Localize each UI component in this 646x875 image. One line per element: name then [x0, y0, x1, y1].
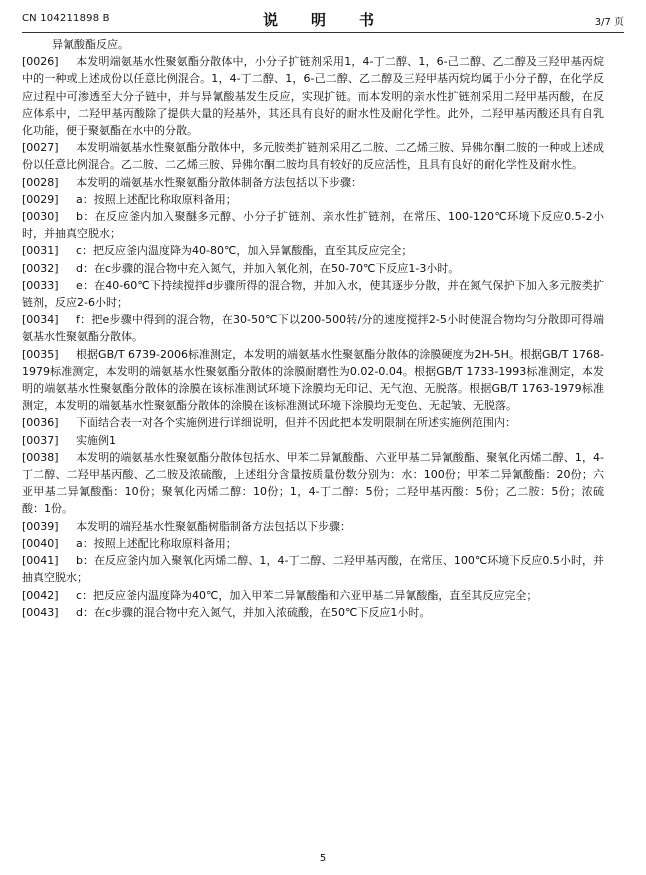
- paragraph: [22, 53, 604, 139]
- paragraph: [22, 535, 604, 552]
- paragraph-number: [0036]: [22, 416, 59, 430]
- paragraph-number: [0030]: [22, 210, 59, 224]
- paragraph-number: [0033]: [22, 278, 59, 292]
- paragraph: [22, 311, 604, 345]
- paragraph: [22, 414, 604, 431]
- paragraph-text: 本发明的端氨基水性聚氨酯分散体包括水、甲苯二异氰酸酯、六亚甲基二异氰酸酯、聚氧化丙烯二醇、1，4-丁二醇、二羟甲基丙酸、乙二胺及浓硫酸，上述组分含量按质量份数分别为：水：100份；甲苯二异氰酸酯：20份；六亚甲基二异氰酸酯：10份；聚氧化丙烯二醇：10份；1，4-丁二醇：5份；二羟甲基丙酸：5份；乙二胺：5份；浓硫酸：1份。: [22, 450, 604, 516]
- paragraph: [22, 139, 604, 173]
- paragraph-number: [0029]: [22, 192, 59, 206]
- paragraph-text: b：在反应釜内加入聚氧化丙烯二醇、1，4-丁二醇、二羟甲基丙酸，在常压、100℃环境下反应0.5小时，并抽真空脱水；: [22, 554, 604, 585]
- paragraph-text: 本发明端氨基水性聚氨酯分散体中，小分子扩链剂采用1，4-丁二醇、1，6-己二醇、乙二醇及三羟甲基丙烷中的一种或上述成份以任意比例混合。1，4-丁二醇、1，6-己二醇、乙二醇及三羟甲基丙烷均属于小分子醇，在化学反应过程中可渗透至大分子链中，并与异氰酸基发生反应，实现扩链。而本发明的亲水性扩链剂采用二羟甲基丙酸，在反应体系中，二羟甲基丙酸除了提供大量的羟基外，其还具有良好的耐水性及耐化学性。此外，二羟甲基丙酸还具有自乳化功能，便于聚氨酯在水中的分散。: [22, 55, 604, 138]
- paragraph-number: [0032]: [22, 261, 59, 275]
- paragraph: [22, 260, 604, 277]
- paragraph-number: [0028]: [22, 175, 59, 189]
- paragraph-text: e：在40-60℃下持续搅拌d步骤所得的混合物，并加入水，使其逐步分散，并在氮气保护下加入多元胺类扩链剂，反应2-6小时；: [22, 278, 604, 310]
- paragraph-number: [0026]: [22, 55, 59, 69]
- paragraph-list: [22, 53, 604, 621]
- paragraph-text: 本发明端氨基水性聚氨酯分散体中，多元胺类扩链剂采用乙二胺、二乙烯三胺、异佛尔酮二胺的一种或上述成份以任意比例混合。乙二胺、二乙烯三胺、异佛尔酮二胺均具有较好的反应活性，且具有良好的耐化学性及耐水性。: [22, 141, 604, 172]
- paragraph: [22, 587, 604, 604]
- paragraph-number: [0031]: [22, 244, 59, 258]
- paragraph: [22, 208, 604, 242]
- paragraph-number: [0037]: [22, 433, 59, 447]
- paragraph: [22, 174, 604, 191]
- page-header: [22, 8, 624, 32]
- paragraph: [22, 242, 604, 259]
- paragraph: [22, 518, 604, 535]
- paragraph: [22, 552, 604, 586]
- paragraph-number: [0040]: [22, 536, 59, 550]
- paragraph: [22, 277, 604, 311]
- paragraph-text: d：在c步骤的混合物中充入氮气，并加入浓硫酸，在50℃下反应1小时。: [76, 605, 431, 619]
- paragraph-number: [0034]: [22, 313, 59, 327]
- paragraph: [22, 346, 604, 415]
- paragraph: [22, 449, 604, 518]
- publication-number: CN 104211898 B: [22, 13, 110, 24]
- header-rule: [22, 32, 624, 33]
- paragraph-text: 下面结合表一对各个实施例进行详细说明，但并不因此把本发明限制在所述实施例范围内：: [76, 416, 516, 430]
- paragraph-text: c：把反应釜内温度降为40-80℃，加入异氰酸酯，直至其反应完全；: [76, 244, 413, 258]
- paragraph-text: a：按照上述配比称取原料备用；: [76, 192, 237, 206]
- paragraph-text: 实施例1: [76, 433, 116, 447]
- paragraph-text: b：在反应釜内加入聚醚多元醇、小分子扩链剂、亲水性扩链剂，在常压、100-120℃环境下反应0.5-2小时，并抽真空脱水；: [22, 210, 604, 241]
- description-body: [22, 36, 604, 621]
- paragraph-number: [0041]: [22, 554, 59, 568]
- paragraph: [22, 604, 604, 621]
- document-title: 说 明 书: [262, 11, 383, 29]
- paragraph-number: [0027]: [22, 141, 59, 155]
- paragraph-text: 根据GB/T 6739-2006标准测定，本发明的端氨基水性聚氨酯分散体的涂膜硬度为2H-5H。根据GB/T 1768-1979标准测定，本发明的端氨基水性聚氨酯分散体的涂膜耐磨性为0.02-0.04。根据GB/T 1733-1993标准测定，本发明的端氨基水性聚氨酯分散体的涂膜在该标准测试环境下涂膜均无印记、无气泡、无脱落。根据GB/T 1763-1979标准测定，本发明的端氨基水性聚氨酯分散体的涂膜在该标准测试环境下涂膜均无变色、无起皱、无脱落。: [22, 347, 604, 413]
- paragraph: [22, 432, 604, 449]
- paragraph-text: d：在c步骤的混合物中充入氮气，并加入氧化剂，在50-70℃下反应1-3小时。: [76, 261, 460, 275]
- paragraph-text: 本发明的端羟基水性聚氨酯树脂制备方法包括以下步骤：: [76, 519, 351, 533]
- paragraph-number: [0043]: [22, 605, 59, 619]
- paragraph-number: [0039]: [22, 519, 59, 533]
- page-indicator: 3/7 页: [594, 17, 624, 28]
- paragraph-text: 本发明的端氨基水性聚氨酯分散体制备方法包括以下步骤：: [76, 175, 362, 189]
- paragraph-text: a：按照上述配比称取原料备用；: [76, 536, 237, 550]
- paragraph-number: [0038]: [22, 450, 59, 464]
- paragraph-text: f：把e步骤中得到的混合物，在30-50℃下以200-500转/分的速度搅拌2-5小时使混合物均匀分散即可得端氨基水性聚氨酯分散体。: [22, 313, 604, 344]
- paragraph-text: c：把反应釜内温度降为40℃，加入甲苯二异氰酸酯和六亚甲基二异氰酸酯，直至其反应完全；: [76, 588, 538, 602]
- paragraph-number: [0035]: [22, 347, 59, 361]
- page-number: 5: [319, 853, 327, 864]
- paragraph-number: [0042]: [22, 588, 59, 602]
- continued-text: 异氰酸酯反应。: [52, 38, 129, 51]
- paragraph: [22, 191, 604, 208]
